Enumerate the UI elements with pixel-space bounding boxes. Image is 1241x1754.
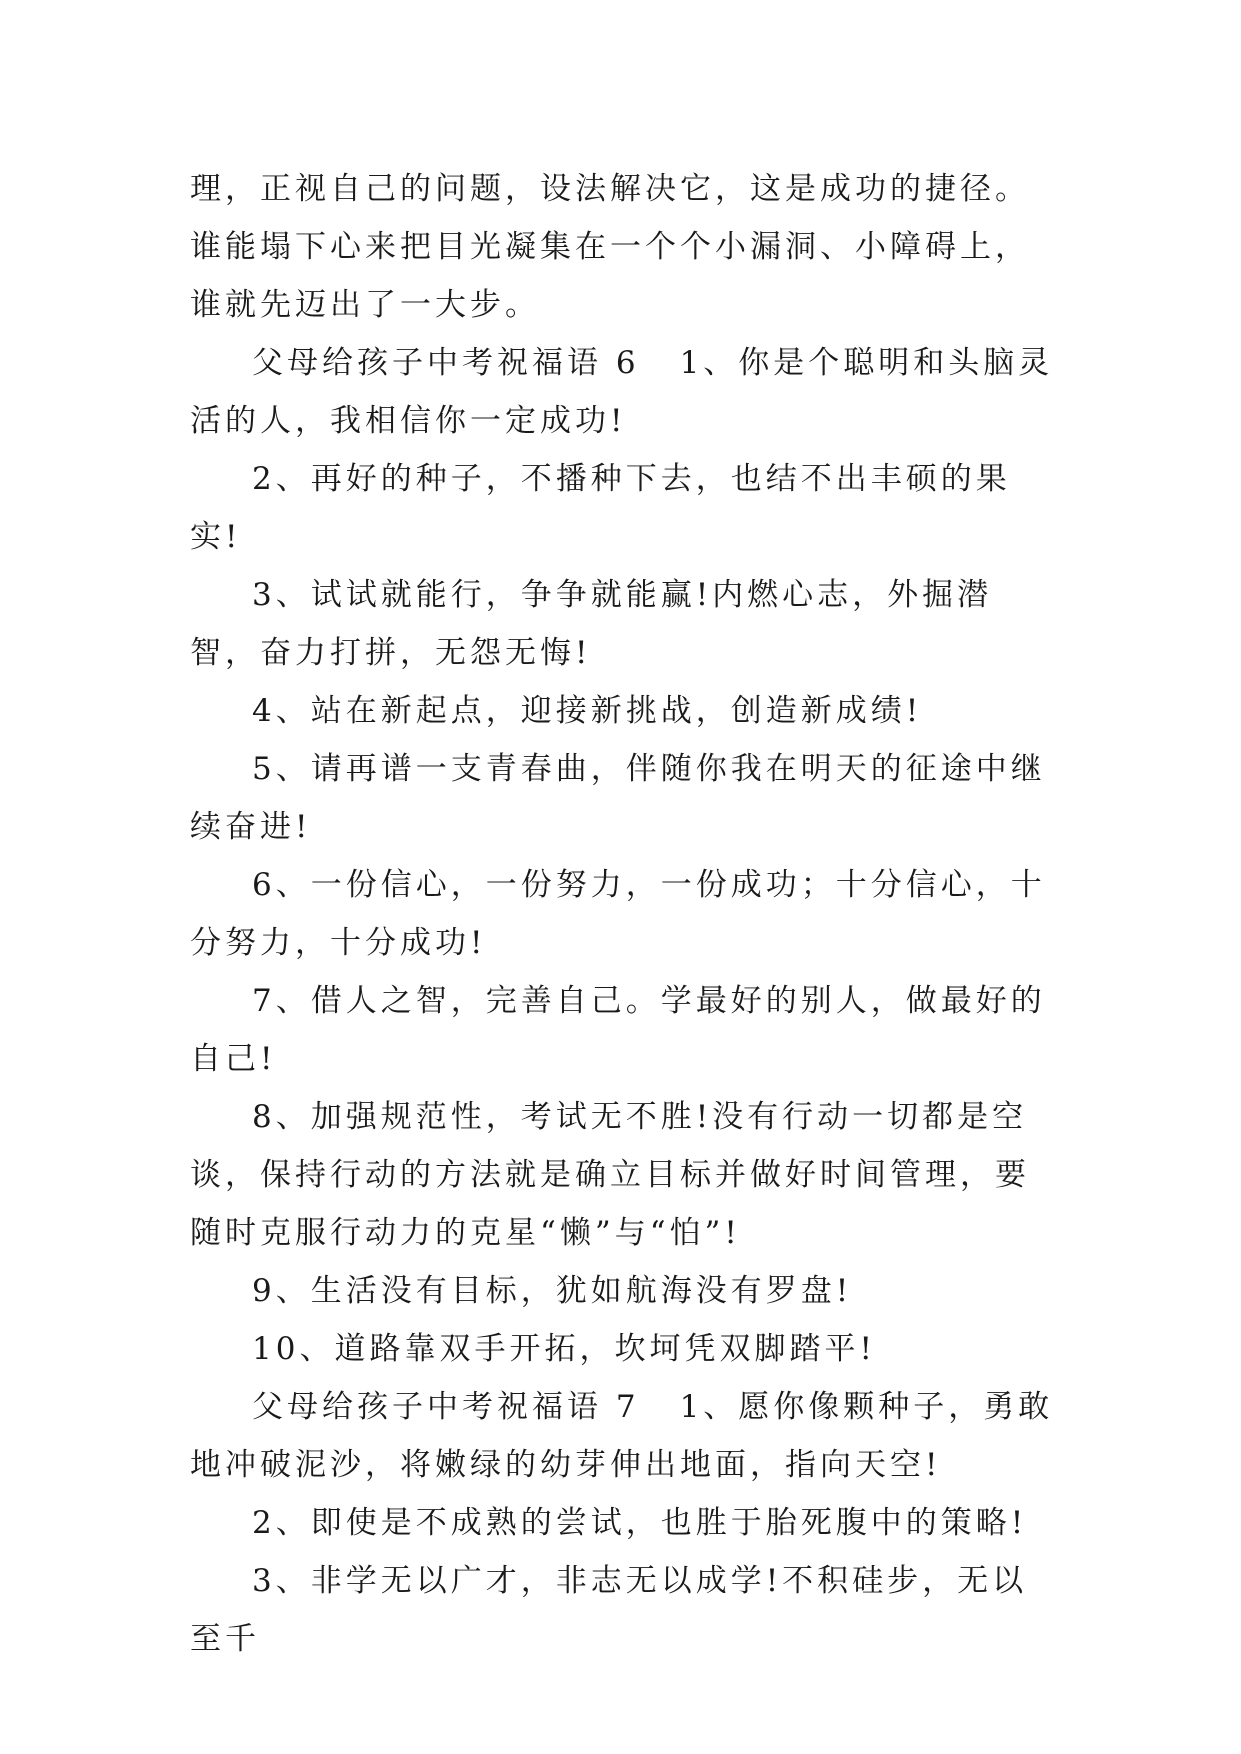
paragraph xyxy=(190,856,1060,972)
paragraph-text: 5、请再谱一支青春曲，伴随你我在明天的征途中继续奋进! xyxy=(190,751,1046,845)
paragraph xyxy=(190,972,1060,1088)
paragraph xyxy=(190,682,1060,740)
paragraph xyxy=(190,160,1060,334)
paragraph-text: 9、生活没有目标，犹如航海没有罗盘! xyxy=(252,1273,853,1309)
paragraph xyxy=(190,334,1060,450)
section-heading: 父母给孩子中考祝福语 7 xyxy=(252,1389,640,1425)
paragraph-text: 6、一份信心，一份努力，一份成功；十分信心，十分努力，十分成功! xyxy=(190,867,1046,961)
paragraph-text: 3、试试就能行，争争就能赢!内燃心志，外掘潜智，奋力打拼，无怨无悔! xyxy=(190,577,993,671)
document-body xyxy=(190,160,1060,1668)
paragraph-text: 7、借人之智，完善自己。学最好的别人，做最好的自己! xyxy=(190,983,1046,1077)
paragraph xyxy=(190,566,1060,682)
paragraph xyxy=(190,450,1060,566)
paragraph-text: 2、即使是不成熟的尝试，也胜于胎死腹中的策略! xyxy=(252,1505,1028,1541)
section-heading: 父母给孩子中考祝福语 6 xyxy=(252,345,640,381)
paragraph xyxy=(190,1552,1060,1668)
paragraph-text: 理，正视自己的问题，设法解决它，这是成功的捷径。谁能塌下心来把目光凝集在一个个小漏洞、小障碍上，谁就先迈出了一大步。 xyxy=(190,171,1030,323)
paragraph-text: 10、道路靠双手开拓，坎坷凭双脚踏平! xyxy=(252,1331,876,1367)
paragraph-text: 1、你是个聪明和头脑灵活的人，我相信你一定成功! xyxy=(190,345,1054,439)
paragraph-text: 2、再好的种子，不播种下去，也结不出丰硕的果实! xyxy=(190,461,1011,555)
paragraph xyxy=(190,740,1060,856)
paragraph xyxy=(190,1494,1060,1552)
paragraph-text: 1、愿你像颗种子，勇敢地冲破泥沙，将嫩绿的幼芽伸出地面，指向天空! xyxy=(190,1389,1054,1483)
paragraph-text: 3、非学无以广才，非志无以成学!不积硅步，无以至千 xyxy=(190,1563,1028,1657)
paragraph xyxy=(190,1088,1060,1262)
paragraph xyxy=(190,1262,1060,1320)
paragraph xyxy=(190,1320,1060,1378)
paragraph-text: 8、加强规范性，考试无不胜!没有行动一切都是空谈，保持行动的方法就是确立目标并做好时间管理，要随时克服行动力的克星“懒”与“怕”! xyxy=(190,1099,1030,1251)
paragraph-text: 4、站在新起点，迎接新挑战，创造新成绩! xyxy=(252,693,923,729)
paragraph xyxy=(190,1378,1060,1494)
